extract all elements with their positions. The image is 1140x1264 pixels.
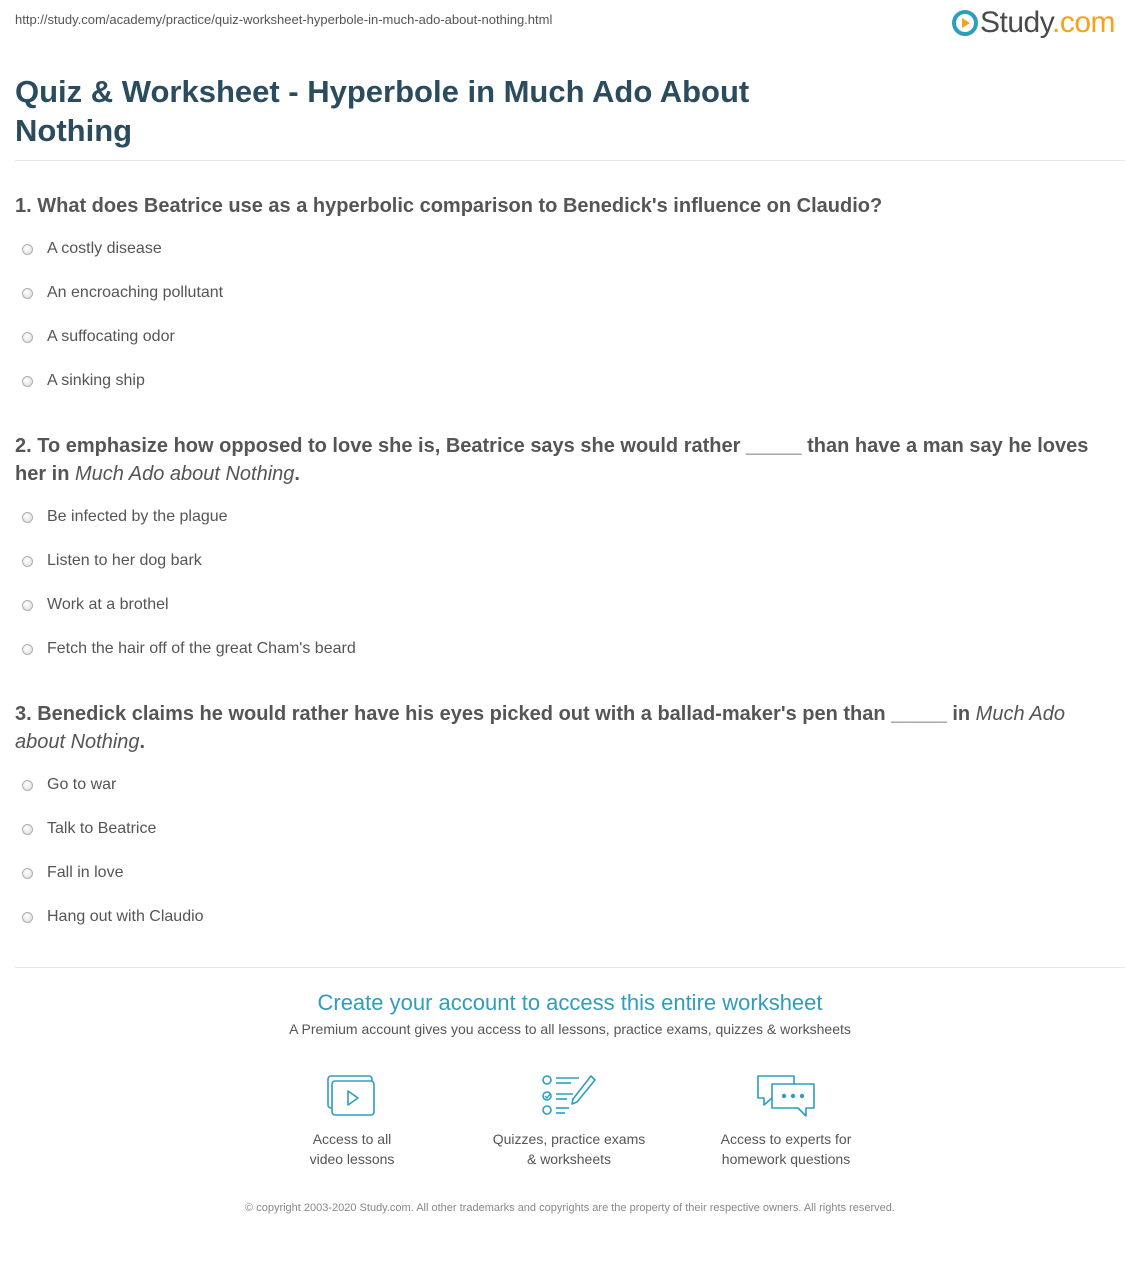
title-divider: [15, 160, 1125, 161]
radio-button[interactable]: [22, 332, 33, 343]
feature-video-lessons: [252, 1072, 452, 1169]
expert-chat-icon: [754, 1072, 818, 1120]
radio-button[interactable]: [22, 644, 33, 655]
radio-button[interactable]: [22, 556, 33, 567]
answer-option[interactable]: [22, 507, 228, 527]
feature-label: Access to all video lessons: [309, 1131, 395, 1167]
logo-text: Study.com: [979, 6, 1115, 39]
answer-option[interactable]: [22, 775, 116, 795]
answer-option[interactable]: [22, 819, 156, 839]
radio-button[interactable]: [22, 780, 33, 791]
answer-option[interactable]: [22, 907, 204, 927]
answer-option[interactable]: [22, 639, 356, 659]
create-account-link[interactable]: Create your account to access this entire worksheet: [317, 990, 823, 1015]
radio-button[interactable]: [22, 824, 33, 835]
answer-option[interactable]: [22, 863, 123, 883]
feature-label: Quizzes, practice exams & worksheets: [492, 1131, 646, 1167]
question-text: 2. To emphasize how opposed to love she is, Beatrice says she would rather _____ than have a man say he loves her in: [15, 435, 1089, 485]
question-italic: Much Ado about Nothing: [75, 463, 295, 485]
radio-button[interactable]: [22, 288, 33, 299]
logo-suffix: .com: [1051, 6, 1115, 39]
answer-option[interactable]: [22, 327, 175, 347]
radio-button[interactable]: [22, 244, 33, 255]
quiz-checklist-icon: [539, 1072, 599, 1120]
option-label: A sinking ship: [47, 372, 145, 389]
option-label: Listen to her dog bark: [47, 552, 202, 569]
top-bar: [0, 0, 1140, 50]
radio-button[interactable]: [22, 512, 33, 523]
option-label: Be infected by the plague: [47, 508, 228, 525]
question-1: [15, 192, 1115, 220]
option-label: Go to war: [47, 776, 117, 793]
answer-option[interactable]: [22, 371, 145, 391]
feature-experts: [686, 1072, 886, 1169]
play-logo-icon: [952, 10, 978, 36]
video-lessons-icon: [324, 1072, 380, 1120]
radio-button[interactable]: [22, 912, 33, 923]
cta-divider: [15, 967, 1125, 968]
option-label: An encroaching pollutant: [47, 284, 224, 301]
page-title: Quiz & Worksheet - Hyperbole in Much Ado About Nothing: [15, 74, 750, 148]
page-url: http://study.com/academy/practice/quiz-worksheet-hyperbole-in-much-ado-about-nothing.html: [15, 12, 553, 27]
answer-option[interactable]: [22, 551, 202, 571]
option-label: A costly disease: [47, 240, 162, 257]
radio-button[interactable]: [22, 868, 33, 879]
question-3: 3. Benedick claims he would rather have his eyes picked out with a ballad-maker's pen than _____ in Much Ado about Nothing.: [15, 703, 1065, 753]
option-label: Work at a brothel: [47, 596, 169, 613]
study-logo[interactable]: [952, 6, 1115, 40]
question-2: 2. To emphasize how opposed to love she is, Beatrice says she would rather _____ than have a man say he loves her in Much Ado about Nothing.: [15, 435, 1089, 485]
answer-option[interactable]: [22, 283, 223, 303]
option-label: Talk to Beatrice: [47, 820, 157, 837]
question-text: 1. What does Beatrice use as a hyperbolic comparison to Benedick's influence on Claudio?: [15, 195, 883, 217]
radio-button[interactable]: [22, 600, 33, 611]
radio-button[interactable]: [22, 376, 33, 387]
copyright-notice: © copyright 2003-2020 Study.com. All other trademarks and copyrights are the property of their respective owners. All rights reserved.: [245, 1202, 895, 1214]
feature-quizzes: [469, 1072, 669, 1169]
answer-option[interactable]: [22, 595, 169, 615]
option-label: Fetch the hair off of the great Cham's beard: [47, 640, 356, 657]
cta-subtitle: A Premium account gives you access to all lessons, practice exams, quizzes & worksheets: [289, 1021, 851, 1037]
option-label: Hang out with Claudio: [47, 908, 204, 925]
option-label: Fall in love: [47, 864, 124, 881]
question-text: 3. Benedick claims he would rather have his eyes picked out with a ballad-maker's pen than _____ in: [15, 703, 976, 725]
feature-label: Access to experts for homework questions: [720, 1131, 852, 1167]
option-label: A suffocating odor: [47, 328, 175, 345]
question-italic: Much Ado about Nothing: [15, 703, 1065, 753]
answer-option[interactable]: [22, 239, 162, 259]
